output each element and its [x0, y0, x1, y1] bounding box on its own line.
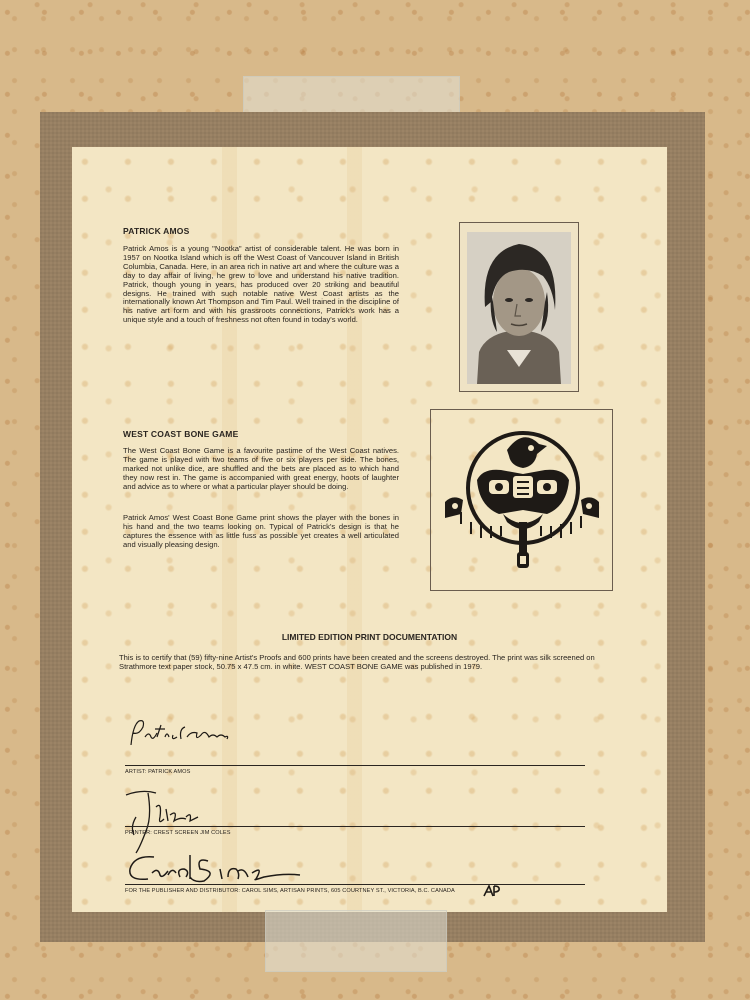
- printer-signature-line: [125, 826, 585, 827]
- artist-signature-line: [125, 765, 585, 766]
- certificate-document: [72, 147, 667, 912]
- bone-game-artwork-frame: [430, 409, 613, 591]
- bio-text: Patrick Amos is a young "Nootka" artist of considerable talent. He was born in 1957 on Nootka Island which is off the West Coast of Vancouver Island in British Columbia, Canada. Here, in an area rich in native art and where the culture was a day to day affair of living, he grew to love and understand his native tradition. Patrick, though young in years, has produced over 20 striking and beautiful designs. He trained with such notable native West Coast artists as the internationally known Art Thompson and Tim Paul. Well trained in the discipline of his native art form and with his grassroots connections, Patrick's work has a unique style and a touch of freshness not often found in today's world.: [123, 244, 399, 325]
- bio-heading: PATRICK AMOS: [123, 226, 190, 236]
- artist-label: ARTIST: PATRICK AMOS: [125, 769, 191, 775]
- publisher-signature-line: [125, 884, 585, 885]
- game-heading: WEST COAST BONE GAME: [123, 429, 239, 439]
- game-paragraph-2: Patrick Amos' West Coast Bone Game print shows the player with the bones in his hand and the two teams looking on. Typical of Patrick's design is that he captures the essence with as little fuss as possible yet creates a well articulated and visually pleasing design.: [123, 513, 399, 549]
- bone-game-artwork-icon: [431, 410, 612, 590]
- tape-bottom: [265, 910, 447, 972]
- game-paragraph-1: The West Coast Bone Game is a favourite pastime of the West Coast natives. The game is played with two teams of five or six players per side. The bones, marked not unlike dice, are shuffled and the bets are placed as to which hand they now rest in. The game is accompanied with great energy, hoots of laughter and advice as to where or what a particular player should be doing.: [123, 446, 399, 491]
- documentation-heading: LIMITED EDITION PRINT DOCUMENTATION: [281, 632, 458, 642]
- artist-photo: [467, 232, 571, 384]
- documentation-text: This is to certify that (59) fifty-nine Artist's Proofs and 600 prints have been created and the screens destroyed. The print was silk screened on Strathmore text paper stock, 50.75 x 47.5 cm. in white. WEST COAST BONE GAME was published in 1979.: [119, 653, 595, 671]
- publisher-signature: [124, 847, 304, 889]
- publisher-logo-icon: [483, 885, 501, 897]
- artist-photo-frame: [459, 222, 579, 392]
- artist-signature: [127, 715, 237, 753]
- printer-label: PRINTER: CREST SCREEN JIM COLES: [125, 830, 231, 836]
- publisher-label: FOR THE PUBLISHER AND DISTRIBUTOR: CAROL SIMS, ARTISAN PRINTS, 605 COURTNEY ST., VICTORIA, B.C. CANADA: [125, 888, 455, 894]
